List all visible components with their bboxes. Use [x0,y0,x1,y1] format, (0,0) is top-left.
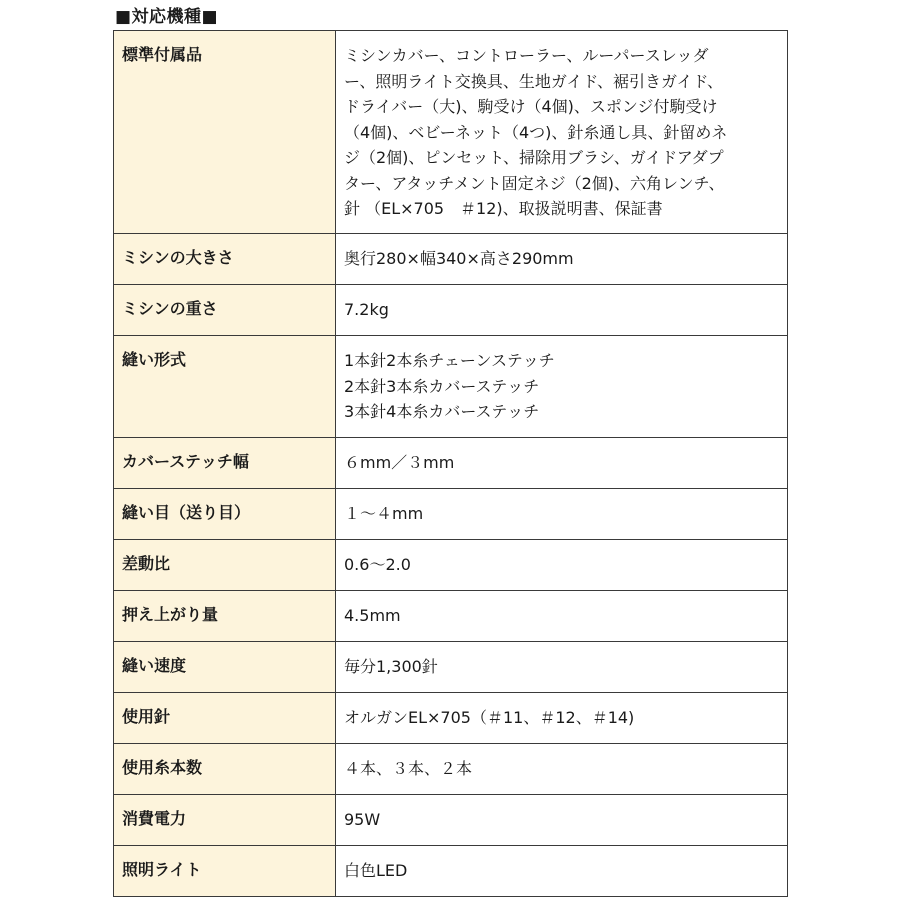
section-heading: ■対応機種■ [115,7,219,27]
spec-value [336,744,788,795]
spec-value-line: 針 （EL×705 ＃12)、取扱説明書、保証書 [344,199,663,218]
spec-row-coverstitch-width [114,438,788,489]
spec-value [336,693,788,744]
spec-value-line: （4個)、ベビーネット（4つ)、針糸通し具、針留めネ [344,122,728,142]
spec-value-line: ドライバー（大)、駒受け（4個)、スポンジ付駒受け [344,97,718,116]
spec-value [336,336,788,438]
spec-label: ミシンの重さ [114,285,336,336]
spec-row-power [114,795,788,846]
spec-row-weight [114,285,788,336]
spec-value [336,540,788,591]
spec-row-sewing-speed [114,642,788,693]
spec-row-differential-ratio [114,540,788,591]
spec-value-line: ４本、３本、２本 [344,759,473,778]
spec-row-accessories [114,31,788,234]
spec-label: 縫い目（送り目） [114,489,336,540]
spec-row-stitch-type [114,336,788,438]
spec-value [336,489,788,540]
spec-value-line: 7.2kg [344,300,389,319]
spec-value-line: ー、照明ライト交換具、生地ガイド、裾引きガイド、 [344,71,724,91]
spec-value-line: １～４mm [344,504,424,523]
spec-label: 差動比 [114,540,336,591]
spec-value [336,795,788,846]
spec-row-light [114,846,788,897]
spec-value-line: ター、アタッチメント固定ネジ（2個)、六角レンチ、 [344,173,725,193]
spec-value-line: 95W [344,810,381,829]
spec-row-stitch-length [114,489,788,540]
spec-value-line: ジ（2個)、ピンセット、掃除用ブラシ、ガイドアダプ [344,148,724,167]
spec-label: カバーステッチ幅 [114,438,336,489]
spec-value-line: 奥行280×幅340×高さ290mm [344,249,574,268]
spec-label: 押え上がり量 [114,591,336,642]
spec-label: ミシンの大きさ [114,234,336,285]
spec-label: 縫い速度 [114,642,336,693]
spec-value-line: 2本針3本糸カバーステッチ [344,376,540,396]
spec-label: 使用針 [114,693,336,744]
spec-value [336,591,788,642]
spec-value-line: オルガンEL×705（＃11、＃12、＃14) [344,708,635,727]
spec-label: 消費電力 [114,795,336,846]
spec-value-line: ミシンカバー、コントローラー、ルーパースレッダ [344,46,709,65]
spec-value [336,31,788,234]
spec-value [336,438,788,489]
spec-value-line: 0.6～2.0 [344,555,411,574]
spec-value-line: 白色LED [344,861,408,880]
spec-row-presser-lift [114,591,788,642]
spec-label: 標準付属品 [114,31,336,234]
spec-label: 縫い形式 [114,336,336,438]
spec-value [336,285,788,336]
spec-value-line: 3本針4本糸カバーステッチ [344,402,540,421]
spec-value [336,642,788,693]
spec-row-needle [114,693,788,744]
spec-label: 照明ライト [114,846,336,897]
spec-value-line: 毎分1,300針 [344,657,438,676]
spec-table [113,30,788,897]
spec-value-line: 1本針2本糸チェーンステッチ [344,351,555,370]
spec-value-line: ６mm／３mm [344,453,455,472]
spec-value [336,234,788,285]
spec-label: 使用糸本数 [114,744,336,795]
spec-row-size [114,234,788,285]
spec-value [336,846,788,897]
spec-row-thread-count [114,744,788,795]
spec-value-line: 4.5mm [344,606,401,625]
